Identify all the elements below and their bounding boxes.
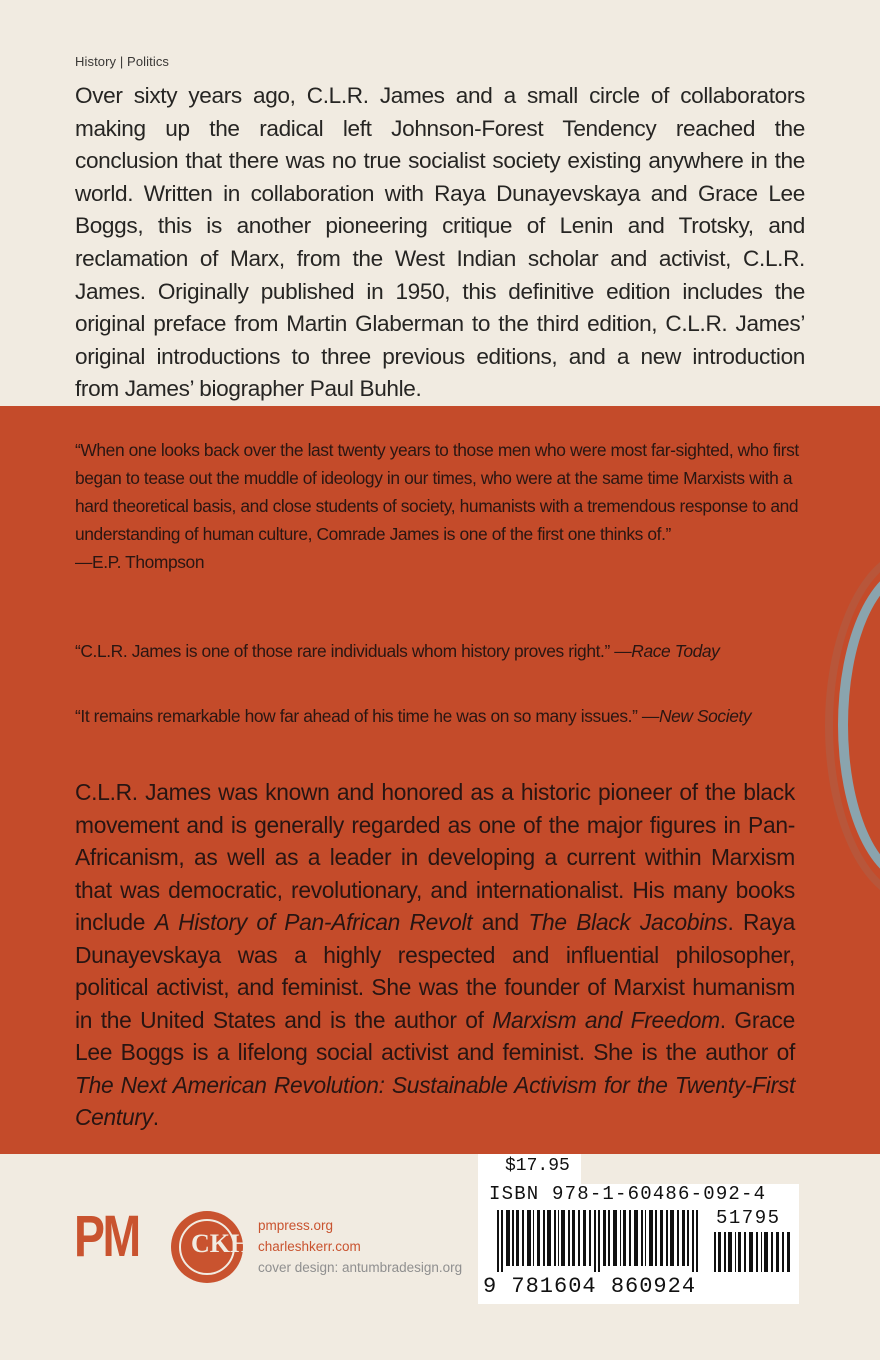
bio-text: C.L.R. James was known and honored as a historic pioneer of the black movement and is generally regarded as one of the major figures in Pan-Africanism, as well as a leader in developing a current within Marxism that was democratic, revolutionary, and internationalist. His many books include [75, 779, 795, 935]
barcode-main [497, 1210, 702, 1272]
quote-text: “C.L.R. James is one of those rare individuals whom history proves right.” — [75, 641, 632, 661]
bio-text: and [472, 909, 529, 935]
pm-press-logo: PM [74, 1204, 139, 1269]
bio-text: . Grace Lee Boggs is a lifelong social activist and feminist. She is the author of [75, 1006, 795, 1065]
book-title: A History of Pan-African Revolt [154, 909, 473, 935]
quote-attribution: —E.P. Thompson [75, 552, 205, 572]
addon-code: 51795 [716, 1207, 781, 1229]
bio-text: . [152, 1104, 159, 1130]
bio-text: . Raya Dunayevskaya was a highly respected and influential philosopher, political activist, and feminist. She was the founder of Marxist humanism in the United States and is the author of [75, 909, 795, 1033]
quote-thompson [75, 436, 815, 576]
cover-credit: cover design: antumbradesign.org [258, 1260, 463, 1275]
pmpress-link[interactable]: pmpress.org [258, 1218, 334, 1233]
barcode-digits: 9 781604 860924 [483, 1274, 697, 1299]
book-title: Marxism and Freedom [492, 1006, 720, 1033]
quote-attribution: New Society [658, 706, 752, 726]
isbn-label: ISBN 978-1-60486-092-4 [489, 1183, 767, 1205]
book-title: The Next American Revolution: Sustainable Activism for the Twenty-First Century [75, 1071, 795, 1130]
addon-bars [714, 1232, 790, 1272]
quote-text: “It remains remarkable how far ahead of his time he was on so many issues.” — [75, 706, 659, 726]
quote-race-today [75, 641, 815, 662]
quote-text: “When one looks back over the last twenty years to those men who were most far-sighted, who first began to tease out the muddle of ideology in our times, who were at the same time Marxists with a hard theoretical basis, and close students of society, humanists with a tremendous response to and understanding of human culture, Comrade James is one of the first one thinks of.” [75, 440, 799, 544]
quote-new-society [75, 706, 815, 727]
author-bio [75, 776, 795, 1134]
logo-monogram: CKH [191, 1229, 251, 1258]
charles-kerr-logo [171, 1211, 251, 1283]
price-label: $17.95 [505, 1156, 570, 1176]
charleshkerr-link[interactable]: charleshkerr.com [258, 1239, 361, 1254]
intro-paragraph: Over sixty years ago, C.L.R. James and a small circle of collaborators making up the radical left Johnson-Forest Tendency reached the conclusion that there was no true socialist society existing anywhere in the world. Written in collaboration with Raya Dunayevskaya and Grace Lee Boggs, this is another pioneering critique of Lenin and Trotsky, and reclamation of Marx, from the West Indian scholar and activist, C.L.R. James. Originally published in 1950, this definitive edition includes the original preface from Martin Glaberman to the third edition, C.L.R. James’ original introductions to three previous editions, and a new introduction from James’ biographer Paul Buhle. [75, 83, 805, 402]
category-label: History | Politics [75, 54, 170, 69]
barcode-bars [497, 1210, 698, 1272]
book-title: The Black Jacobins [528, 909, 728, 935]
barcode-addon [714, 1232, 794, 1272]
publisher-links [258, 1215, 462, 1278]
quote-attribution: Race Today [631, 641, 720, 661]
